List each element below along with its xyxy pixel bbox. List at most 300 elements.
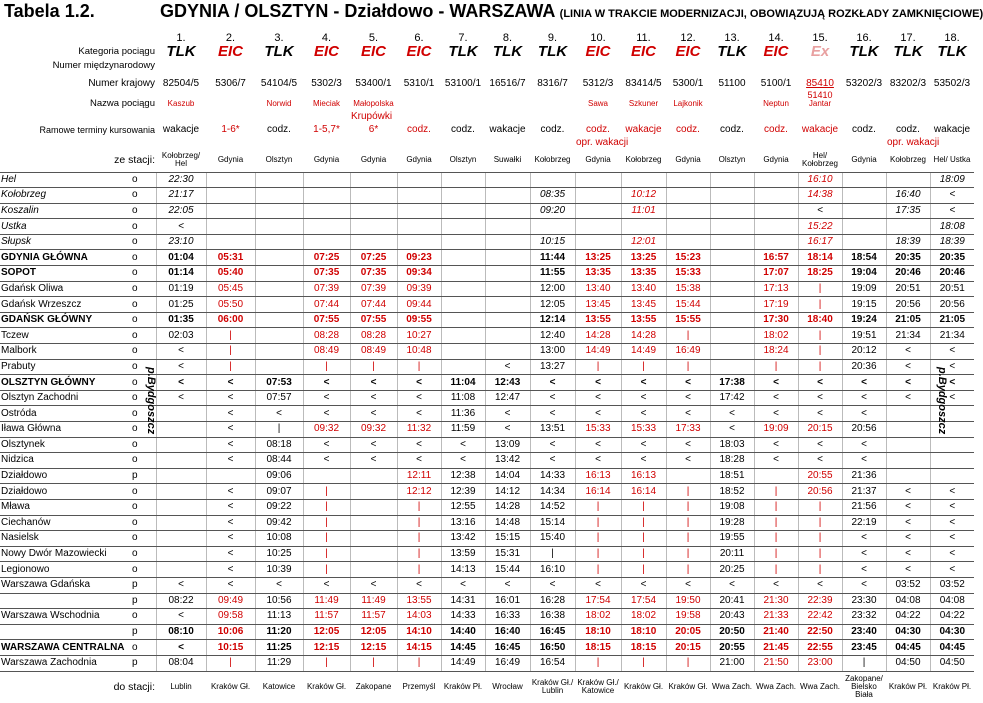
time-cell: 18:39 <box>886 234 930 250</box>
train-name: Sawa <box>587 99 608 108</box>
time-cell: 13:45 <box>575 297 621 313</box>
time-cell <box>255 312 303 328</box>
time-cell: < <box>575 375 621 391</box>
time-cell <box>485 312 530 328</box>
time-cell: | <box>666 484 710 500</box>
time-cell <box>710 297 754 313</box>
station-name: Nasielsk <box>0 531 114 547</box>
category-cell: Ex <box>810 43 830 60</box>
time-cell: 09:44 <box>397 297 441 313</box>
page-title <box>160 1 983 22</box>
time-cell: 14:52 <box>530 499 575 515</box>
time-cell: < <box>754 406 798 422</box>
frequency-note <box>842 138 886 148</box>
time-cell: | <box>754 484 798 500</box>
time-cell <box>710 219 754 235</box>
station-name: Działdowo <box>0 468 114 484</box>
time-cell <box>754 188 798 204</box>
train-number: 12. <box>680 32 696 44</box>
time-cell: 15:33 <box>621 422 666 438</box>
train-number: 4. <box>321 32 332 44</box>
time-cell: 18:08 <box>930 219 974 235</box>
time-cell: 14:28 <box>485 499 530 515</box>
time-cell <box>666 172 710 188</box>
time-cell: 14:33 <box>530 468 575 484</box>
time-cell: 04:22 <box>930 609 974 625</box>
header-spacer <box>930 112 974 122</box>
frequency-row <box>0 122 974 138</box>
station-name: Olsztynek <box>0 437 114 453</box>
time-cell: < <box>206 406 255 422</box>
header-spacer <box>0 138 156 148</box>
time-cell: 12:39 <box>441 484 485 500</box>
time-cell: 15:40 <box>530 531 575 547</box>
to-label: do stacji: <box>113 681 155 693</box>
international-cell <box>397 59 441 72</box>
station-row <box>0 328 974 344</box>
train-name <box>842 96 886 112</box>
time-cell: < <box>206 422 255 438</box>
from-station: Olsztyn <box>449 154 477 164</box>
station-name: Hel <box>0 172 114 188</box>
station-name: Ostróda <box>0 406 114 422</box>
time-cell: 16:57 <box>754 250 798 266</box>
time-cell: 14:31 <box>441 593 485 609</box>
frequency-cell: codz. <box>451 124 475 135</box>
time-cell: 09:07 <box>255 484 303 500</box>
time-cell: 18:02 <box>754 328 798 344</box>
time-cell: 08:18 <box>255 437 303 453</box>
time-cell: 16:49 <box>485 655 530 671</box>
time-cell: < <box>156 375 206 391</box>
time-cell: 14:40 <box>441 624 485 640</box>
time-cell: 15:14 <box>530 515 575 531</box>
category-cell: EIC <box>585 43 611 60</box>
category-cell: EIC <box>630 43 656 60</box>
time-cell: 13:55 <box>397 593 441 609</box>
time-cell: 10:39 <box>255 562 303 578</box>
time-cell <box>255 344 303 360</box>
national-number: 53400/1 <box>355 78 392 89</box>
time-cell: 04:30 <box>930 624 974 640</box>
time-cell: | <box>666 562 710 578</box>
time-cell: 13:55 <box>575 312 621 328</box>
time-cell <box>303 172 350 188</box>
time-cell <box>842 172 886 188</box>
train-name: Małopolska <box>353 99 394 108</box>
time-cell: 12:15 <box>303 640 350 656</box>
time-cell: < <box>930 515 974 531</box>
time-cell: < <box>156 609 206 625</box>
time-cell <box>156 546 206 562</box>
time-cell <box>710 328 754 344</box>
category-cell: EIC <box>406 43 432 60</box>
krupowki-name: Krupówki <box>351 111 393 122</box>
time-cell: < <box>754 437 798 453</box>
time-cell <box>485 250 530 266</box>
time-cell: < <box>156 359 206 375</box>
time-cell: | <box>666 499 710 515</box>
time-cell: | <box>303 484 350 500</box>
time-cell: < <box>754 453 798 469</box>
time-cell: | <box>397 531 441 547</box>
time-cell: 23:32 <box>842 609 886 625</box>
category-cell: TLK <box>937 43 967 60</box>
time-cell: < <box>798 453 842 469</box>
arrival-departure-flag: o <box>114 250 156 266</box>
station-row <box>0 188 974 204</box>
time-cell: 14:28 <box>575 328 621 344</box>
time-cell: | <box>666 328 710 344</box>
time-cell: 13:27 <box>530 359 575 375</box>
time-cell: | <box>397 499 441 515</box>
time-cell <box>754 234 798 250</box>
time-cell: 21:37 <box>842 484 886 500</box>
station-name: GDYNIA GŁÓWNA <box>0 250 114 266</box>
time-cell: 09:55 <box>397 312 441 328</box>
frequency-label: Ramowe terminy kursowania <box>39 124 155 135</box>
time-cell: | <box>206 359 255 375</box>
time-cell: < <box>930 499 974 515</box>
national-number: 53202/3 <box>845 78 883 89</box>
time-cell <box>441 203 485 219</box>
time-cell: 16:14 <box>575 484 621 500</box>
time-cell: 09:39 <box>397 281 441 297</box>
train-name: Szkuner <box>628 99 659 108</box>
from-row <box>0 148 974 172</box>
time-cell: 04:08 <box>930 593 974 609</box>
time-cell <box>350 531 397 547</box>
time-cell <box>666 234 710 250</box>
time-cell: 19:09 <box>842 281 886 297</box>
train-name: Lajkonik <box>673 99 703 108</box>
time-cell: < <box>842 453 886 469</box>
time-cell: 18:25 <box>798 266 842 282</box>
time-cell: 23:00 <box>798 655 842 671</box>
time-cell <box>485 281 530 297</box>
station-name: Gdańsk Wrzeszcz <box>0 297 114 313</box>
time-cell: | <box>798 281 842 297</box>
time-cell: 11:25 <box>255 640 303 656</box>
train-name-row <box>0 96 974 112</box>
time-cell: | <box>303 562 350 578</box>
time-cell <box>350 484 397 500</box>
train-number: 6. <box>414 32 424 44</box>
time-cell: | <box>303 515 350 531</box>
train-name: Neptun <box>763 99 789 108</box>
time-cell: 14:38 <box>798 188 842 204</box>
category-cell: TLK <box>849 43 879 60</box>
time-cell <box>303 188 350 204</box>
time-cell: 09:42 <box>255 515 303 531</box>
time-cell: 21:36 <box>842 468 886 484</box>
time-cell: < <box>886 390 930 406</box>
from-station: Olsztyn <box>718 154 746 164</box>
time-cell <box>350 562 397 578</box>
time-cell: < <box>666 375 710 391</box>
frequency-note <box>156 138 206 148</box>
time-cell <box>303 234 350 250</box>
time-cell: 15:44 <box>485 562 530 578</box>
frequency-note <box>666 138 710 148</box>
time-cell <box>754 219 798 235</box>
time-cell: | <box>798 359 842 375</box>
time-cell <box>754 203 798 219</box>
station-row <box>0 250 974 266</box>
station-row <box>0 499 974 515</box>
time-cell: 18:39 <box>930 234 974 250</box>
time-cell <box>156 484 206 500</box>
from-station: Suwałki <box>493 154 522 164</box>
frequency-note: opr. wakacji <box>887 137 940 148</box>
international-cell <box>255 59 303 72</box>
national-number: 85410 <box>806 78 834 89</box>
time-cell <box>156 422 206 438</box>
time-cell: 15:15 <box>485 531 530 547</box>
from-station: Olsztyn <box>265 154 293 164</box>
time-cell <box>485 297 530 313</box>
time-cell <box>621 219 666 235</box>
header-spacer <box>666 112 710 122</box>
time-cell <box>886 172 930 188</box>
time-cell <box>666 219 710 235</box>
time-cell: < <box>930 188 974 204</box>
time-cell: < <box>206 577 255 593</box>
train-number: 7. <box>458 32 468 44</box>
international-cell <box>303 59 350 72</box>
time-cell <box>485 344 530 360</box>
time-cell: < <box>621 406 666 422</box>
time-cell: 21:17 <box>156 188 206 204</box>
time-cell: 21:00 <box>710 655 754 671</box>
time-cell <box>485 234 530 250</box>
time-cell <box>441 312 485 328</box>
time-cell: 13:25 <box>621 250 666 266</box>
national-label: Numer krajowy <box>88 78 155 89</box>
category-cell: EIC <box>360 43 386 60</box>
time-cell: 09:20 <box>530 203 575 219</box>
time-cell <box>397 234 441 250</box>
time-cell: < <box>575 453 621 469</box>
time-cell <box>255 234 303 250</box>
time-cell: 17:19 <box>754 297 798 313</box>
time-cell: 20:43 <box>710 609 754 625</box>
time-cell: < <box>886 531 930 547</box>
to-station: Wwa Zach. <box>755 682 796 692</box>
arrival-departure-flag: o <box>114 640 156 656</box>
time-cell: 16:54 <box>530 655 575 671</box>
arrival-departure-flag: o <box>114 375 156 391</box>
time-cell: < <box>666 577 710 593</box>
time-cell: 14:45 <box>441 640 485 656</box>
international-cell <box>575 59 621 72</box>
frequency-note <box>206 138 255 148</box>
time-cell: 10:06 <box>206 624 255 640</box>
station-row <box>0 593 974 609</box>
frequency-note: opr. wakacji <box>576 137 629 148</box>
time-cell: < <box>798 577 842 593</box>
category-cell: EIC <box>313 43 339 60</box>
time-cell: < <box>397 437 441 453</box>
frequency-sub-row <box>0 138 974 148</box>
to-station: Kraków Gł. <box>623 682 664 692</box>
train-name: Norwid <box>266 99 292 108</box>
arrival-departure-flag: o <box>114 453 156 469</box>
from-station: Hel/ Ustka <box>933 154 971 164</box>
time-cell: 18:40 <box>798 312 842 328</box>
train-number: 2. <box>225 32 236 44</box>
national-number: 51100 <box>718 78 746 89</box>
time-cell: 13:51 <box>530 422 575 438</box>
from-station: Kołobrzeg <box>534 154 571 164</box>
time-cell: < <box>206 453 255 469</box>
time-cell: 20:35 <box>886 250 930 266</box>
arrival-departure-flag: p <box>114 655 156 671</box>
frequency-note <box>710 138 754 148</box>
time-cell: 19:50 <box>666 593 710 609</box>
time-cell: 20:15 <box>798 422 842 438</box>
time-cell: 19:51 <box>842 328 886 344</box>
time-cell <box>350 499 397 515</box>
time-cell: 17:35 <box>886 203 930 219</box>
time-cell: 10:12 <box>621 188 666 204</box>
station-name <box>0 593 114 609</box>
category-cell: EIC <box>217 43 243 60</box>
time-cell: 16:40 <box>886 188 930 204</box>
national-number: 53502/3 <box>933 78 971 89</box>
time-cell: 16:10 <box>530 562 575 578</box>
arrival-departure-flag: o <box>114 344 156 360</box>
time-cell: 11:44 <box>530 250 575 266</box>
national-number: 83202/3 <box>889 78 927 89</box>
frequency-cell: wakacje <box>489 124 526 135</box>
time-cell <box>575 203 621 219</box>
from-station: Kołobrzeg <box>889 154 927 164</box>
time-cell: < <box>206 437 255 453</box>
time-cell: 05:45 <box>206 281 255 297</box>
time-cell: 20:50 <box>710 624 754 640</box>
international-cell <box>710 59 754 72</box>
time-cell: < <box>303 406 350 422</box>
time-cell: 11:49 <box>350 593 397 609</box>
time-cell: < <box>206 375 255 391</box>
time-cell <box>575 188 621 204</box>
time-cell: 14:49 <box>621 344 666 360</box>
time-cell: 18:28 <box>710 453 754 469</box>
time-cell: < <box>255 577 303 593</box>
time-cell: | <box>350 655 397 671</box>
international-cell <box>842 59 886 72</box>
time-cell: | <box>842 655 886 671</box>
time-cell: 14:04 <box>485 468 530 484</box>
time-cell: 12:00 <box>530 281 575 297</box>
time-cell: | <box>303 546 350 562</box>
time-cell <box>350 546 397 562</box>
train-number: 14. <box>768 32 784 44</box>
time-cell: 09:22 <box>255 499 303 515</box>
time-cell: 11:36 <box>441 406 485 422</box>
from-station: Gdynia <box>406 154 432 164</box>
frequency-note <box>798 138 842 148</box>
time-cell <box>441 344 485 360</box>
time-cell: 16:13 <box>575 468 621 484</box>
time-cell: | <box>303 499 350 515</box>
from-station: Kołobrzeg <box>625 154 662 164</box>
header-spacer <box>530 112 575 122</box>
time-cell: 14:03 <box>397 609 441 625</box>
time-cell: 03:52 <box>930 577 974 593</box>
arrival-departure-flag: o <box>114 499 156 515</box>
station-row <box>0 234 974 250</box>
time-cell: < <box>530 437 575 453</box>
time-cell: | <box>754 562 798 578</box>
time-cell: 07:57 <box>255 390 303 406</box>
time-cell: < <box>156 577 206 593</box>
to-station: Kraków Pł. <box>932 682 972 692</box>
time-cell: 18:14 <box>798 250 842 266</box>
category-cell: TLK <box>448 43 478 60</box>
time-cell: 16:13 <box>621 468 666 484</box>
time-cell: < <box>530 406 575 422</box>
time-cell: 07:35 <box>303 266 350 282</box>
time-cell <box>575 234 621 250</box>
time-cell: < <box>886 359 930 375</box>
time-cell: 20:55 <box>798 468 842 484</box>
page-subtitle: (LINIA W TRAKCIE MODERNIZACJI, OBOWIĄZUJĄ ROZKŁADY ZAMKNIĘCIOWE) <box>559 8 983 20</box>
time-cell: < <box>397 406 441 422</box>
to-station: Kraków Gł. <box>668 682 708 692</box>
time-cell: 11:13 <box>255 609 303 625</box>
time-cell <box>255 359 303 375</box>
station-row <box>0 562 974 578</box>
station-name: Mława <box>0 499 114 515</box>
time-cell: 13:40 <box>575 281 621 297</box>
train-name: Kaszub <box>167 99 195 108</box>
time-cell: 17:07 <box>754 266 798 282</box>
time-cell: 20:56 <box>886 297 930 313</box>
time-cell: 09:34 <box>397 266 441 282</box>
time-cell <box>710 188 754 204</box>
time-cell: 19:09 <box>754 422 798 438</box>
frequency-note <box>530 138 575 148</box>
station-name: Tczew <box>0 328 114 344</box>
train-number: 18. <box>944 32 960 44</box>
frequency-note <box>485 138 530 148</box>
time-cell: 12:14 <box>530 312 575 328</box>
time-cell: 20:25 <box>710 562 754 578</box>
from-station: Gdynia <box>313 154 340 164</box>
time-cell: 17:54 <box>621 593 666 609</box>
time-cell: 13:45 <box>621 297 666 313</box>
train-number: 17. <box>900 32 916 44</box>
time-cell: 01:04 <box>156 250 206 266</box>
international-cell <box>485 59 530 72</box>
time-cell: 13:59 <box>441 546 485 562</box>
time-cell <box>206 203 255 219</box>
time-cell: < <box>350 453 397 469</box>
time-cell: 12:05 <box>350 624 397 640</box>
time-cell <box>842 234 886 250</box>
time-cell: 01:19 <box>156 281 206 297</box>
station-row <box>0 219 974 235</box>
time-cell: 22:30 <box>156 172 206 188</box>
time-cell: < <box>930 531 974 547</box>
frequency-cell: codz. <box>586 124 610 135</box>
time-cell: 12:12 <box>397 484 441 500</box>
from-station: Gdynia <box>585 154 611 164</box>
international-cell <box>350 59 397 72</box>
time-cell: 01:14 <box>156 266 206 282</box>
